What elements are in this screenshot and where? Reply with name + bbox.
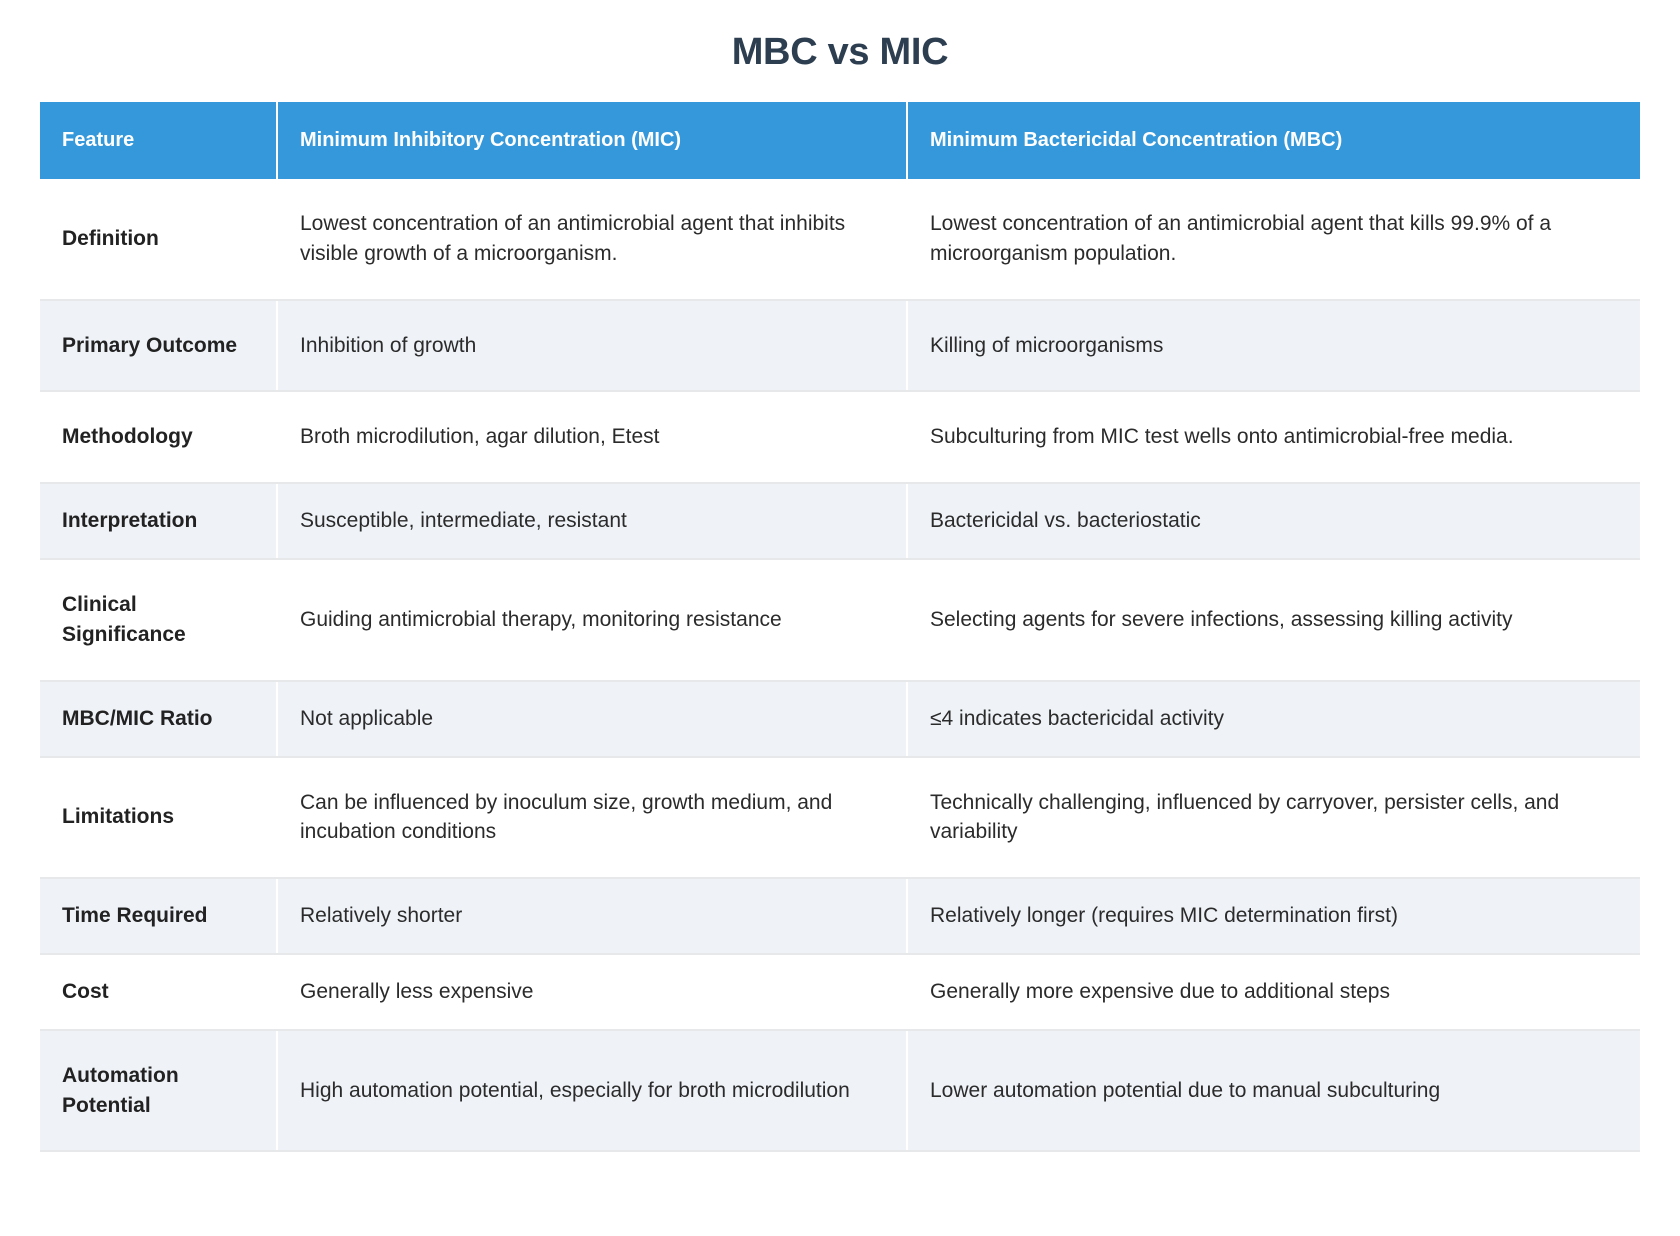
cell-mic-interpretation: Susceptible, intermediate, resistant bbox=[277, 483, 907, 559]
cell-mic-limitations: Can be influenced by inoculum size, growth medium, and incubation conditions bbox=[277, 757, 907, 879]
cell-mbc-mbc-mic-ratio: ≤4 indicates bactericidal activity bbox=[907, 681, 1640, 757]
table-row bbox=[40, 483, 1640, 559]
cell-mbc-cost: Generally more expensive due to additional steps bbox=[907, 954, 1640, 1030]
table-row bbox=[40, 954, 1640, 1030]
table-row bbox=[40, 559, 1640, 681]
cell-mbc-automation-potential: Lower automation potential due to manual subculturing bbox=[907, 1030, 1640, 1152]
row-feature-interpretation: Interpretation bbox=[40, 483, 277, 559]
row-feature-cost: Cost bbox=[40, 954, 277, 1030]
row-feature-mbc-mic-ratio: MBC/MIC Ratio bbox=[40, 681, 277, 757]
cell-mic-time-required: Relatively shorter bbox=[277, 878, 907, 954]
table-row bbox=[40, 1030, 1640, 1152]
table-body bbox=[40, 179, 1640, 1151]
column-header-feature: Feature bbox=[40, 102, 277, 179]
cell-mic-primary-outcome: Inhibition of growth bbox=[277, 300, 907, 392]
table-container bbox=[40, 102, 1640, 1152]
cell-mic-automation-potential: High automation potential, especially for broth microdilution bbox=[277, 1030, 907, 1152]
cell-mic-definition: Lowest concentration of an antimicrobial agent that inhibits visible growth of a microorganism. bbox=[277, 179, 907, 300]
row-feature-time-required: Time Required bbox=[40, 878, 277, 954]
cell-mbc-time-required: Relatively longer (requires MIC determination first) bbox=[907, 878, 1640, 954]
cell-mbc-interpretation: Bactericidal vs. bacteriostatic bbox=[907, 483, 1640, 559]
cell-mbc-definition: Lowest concentration of an antimicrobial agent that kills 99.9% of a microorganism population. bbox=[907, 179, 1640, 300]
row-feature-clinical-significance: Clinical Significance bbox=[40, 559, 277, 681]
table-row bbox=[40, 757, 1640, 879]
cell-mbc-primary-outcome: Killing of microorganisms bbox=[907, 300, 1640, 392]
table-row bbox=[40, 300, 1640, 392]
cell-mbc-clinical-significance: Selecting agents for severe infections, assessing killing activity bbox=[907, 559, 1640, 681]
cell-mic-methodology: Broth microdilution, agar dilution, Etest bbox=[277, 391, 907, 483]
cell-mbc-methodology: Subculturing from MIC test wells onto antimicrobial-free media. bbox=[907, 391, 1640, 483]
cell-mic-cost: Generally less expensive bbox=[277, 954, 907, 1030]
table-row bbox=[40, 179, 1640, 300]
column-header-mic: Minimum Inhibitory Concentration (MIC) bbox=[277, 102, 907, 179]
row-feature-methodology: Methodology bbox=[40, 391, 277, 483]
cell-mbc-limitations: Technically challenging, influenced by carryover, persister cells, and variability bbox=[907, 757, 1640, 879]
row-feature-definition: Definition bbox=[40, 179, 277, 300]
mbc-vs-mic-table bbox=[40, 102, 1640, 1152]
column-header-mbc: Minimum Bactericidal Concentration (MBC) bbox=[907, 102, 1640, 179]
row-feature-primary-outcome: Primary Outcome bbox=[40, 300, 277, 392]
row-feature-automation-potential: Automation Potential bbox=[40, 1030, 277, 1152]
table-row bbox=[40, 878, 1640, 954]
table-row bbox=[40, 391, 1640, 483]
page-title: MBC vs MIC bbox=[731, 31, 949, 73]
table-row bbox=[40, 681, 1640, 757]
cell-mic-clinical-significance: Guiding antimicrobial therapy, monitoring resistance bbox=[277, 559, 907, 681]
cell-mic-mbc-mic-ratio: Not applicable bbox=[277, 681, 907, 757]
table-header-row bbox=[40, 102, 1640, 179]
row-feature-limitations: Limitations bbox=[40, 757, 277, 879]
table-header bbox=[40, 102, 1640, 179]
